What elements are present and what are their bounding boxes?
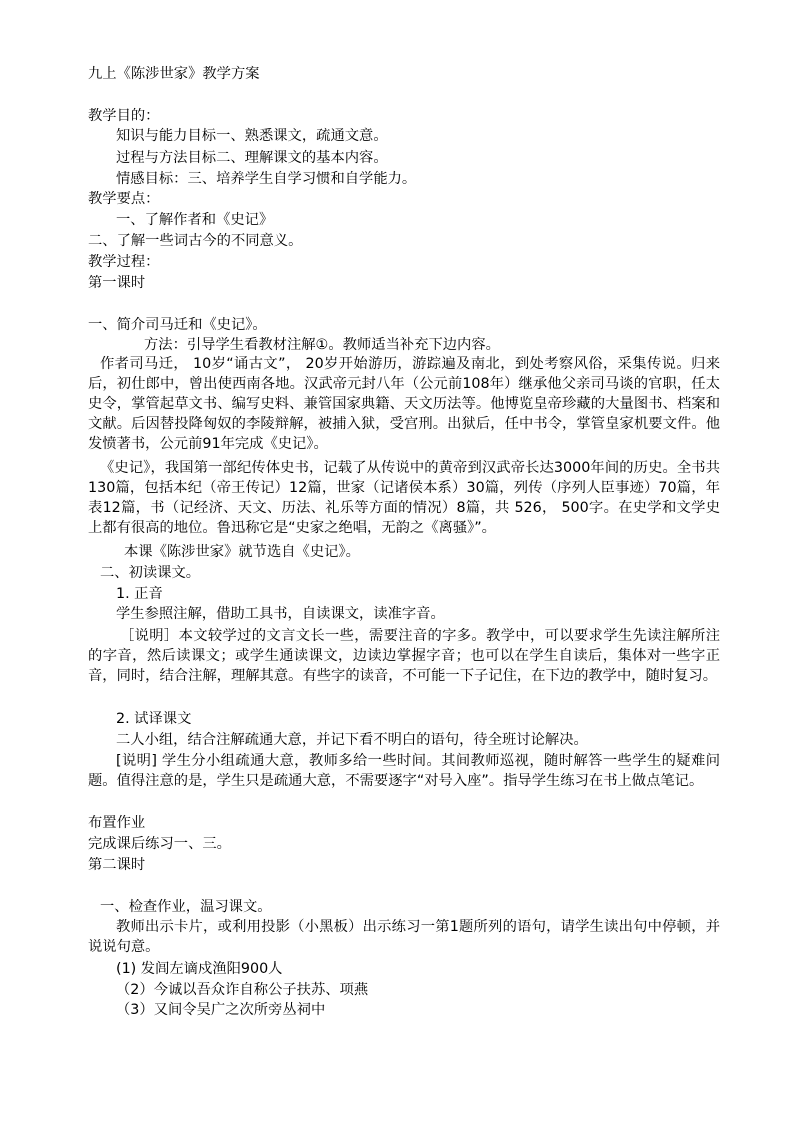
step-1-note: ［说明］本文较学过的文言文长一些，需要注音的字多。教学中，可以要求学生先读注解所注的字音，然后读课文；或学生通读课文，边读边掌握字音；也可以在学生自读后，集体对一些字正音，同时，结合注解，理解其意。有些字的读音，不可能一下子记住，在下边的教学中，随时复习。 — [88, 628, 720, 684]
lesson-1-heading: 第一课时 — [88, 275, 146, 291]
lesson-2-section-1-heading: 一、检查作业，温习课文。 — [100, 899, 272, 915]
objectives-heading: 教学目的： — [88, 108, 160, 124]
lesson-2-intro: 教师出示卡片，或利用投影（小黑板）出示练习一第1题所列的语句，请学生读出句中停顿，并说说句意。 — [88, 919, 720, 955]
shiji-paragraph: 《史记》，我国第一部纪传体史书，记载了从传说中的黄帝到汉武帝长达3000年间的历史。全书共130篇，包括本纪（帝王传记）12篇，世家（记诸侯本系）30篇，列传（序列人臣事迹）70篇，年表12篇，书（记经济、天文、历法、礼乐等方面的情况）8篇，共 526， 500字。在史学和文学史上都有很高的地位。鲁迅称它是“史家之绝唱，无韵之《离骚》”。 — [88, 460, 720, 536]
homework-text: 完成课后练习一、三。 — [88, 836, 231, 852]
objective-1: 知识与能力目标一、熟悉课文，疏通文意。 — [116, 128, 388, 144]
method-text: 方法：引导学生看教材注解①。教师适当补充下边内容。 — [144, 337, 500, 353]
step-1-heading: 1. 正音 — [116, 586, 163, 602]
process-heading: 教学过程： — [88, 254, 160, 270]
step-2-note: [说明] 学生分小组疏通大意，教师多给一些时间。其间教师巡视，随时解答一些学生的疑难问题。值得注意的是，学生只是疏通大意，不需要逐字“对号入座”。指导学生练习在书上做点笔记。 — [88, 753, 720, 789]
lesson-1-section-1-heading: 一、简介司马迁和《史记》。 — [88, 317, 267, 333]
keypoint-1: 一、了解作者和《史记》 — [116, 212, 274, 228]
objective-2: 过程与方法目标二、理解课文的基本内容。 — [116, 150, 388, 166]
keypoint-2: 二、了解一些词古今的不同意义。 — [88, 233, 303, 249]
step-2-heading: 2. 试译课文 — [116, 711, 192, 727]
exercise-item: (1) 发闾左谪戍渔阳900人 — [116, 961, 283, 977]
lesson-2-heading: 第二课时 — [88, 857, 146, 873]
document-title: 九上《陈涉世家》教学方案 — [88, 66, 260, 82]
step-1-text: 学生参照注解，借助工具书，自读课文，读准字音。 — [116, 606, 445, 622]
keypoints-heading: 教学要点： — [88, 191, 160, 207]
source-note: 本课《陈涉世家》就节选自《史记》。 — [124, 544, 360, 560]
exercise-item: （2）今诚以吾众诈自称公子扶苏、项燕 — [116, 982, 369, 998]
lesson-1-section-2-heading: 二、初读课文。 — [100, 565, 201, 581]
objective-3: 情感目标：三、培养学生自学习惯和自学能力。 — [116, 171, 417, 187]
homework-heading: 布置作业 — [88, 815, 146, 831]
step-2-text: 二人小组，结合注解疏通大意，并记下看不明白的语句，待全班讨论解决。 — [116, 732, 588, 748]
author-paragraph: 作者司马迁， 10岁“诵古文”， 20岁开始游历，游踪遍及南北，到处考察风俗，采集传说。归来后，初仕郎中，曾出使西南各地。汉武帝元封八年（公元前108年）继承他父亲司马谈的官职，任太史令，掌管起草文书、编写史料、兼管国家典籍、天文历法等。他博览皇帝珍藏的大量图书、档案和文献。后因替投降匈奴的李陵辩解，被捕入狱，受宫刑。出狱后，任中书令，掌管皇家机要文件。他发愤著书，公元前91年完成《史记》。 — [88, 356, 720, 452]
exercise-item: （3）又间令吴广之次所旁丛祠中 — [116, 1002, 326, 1018]
